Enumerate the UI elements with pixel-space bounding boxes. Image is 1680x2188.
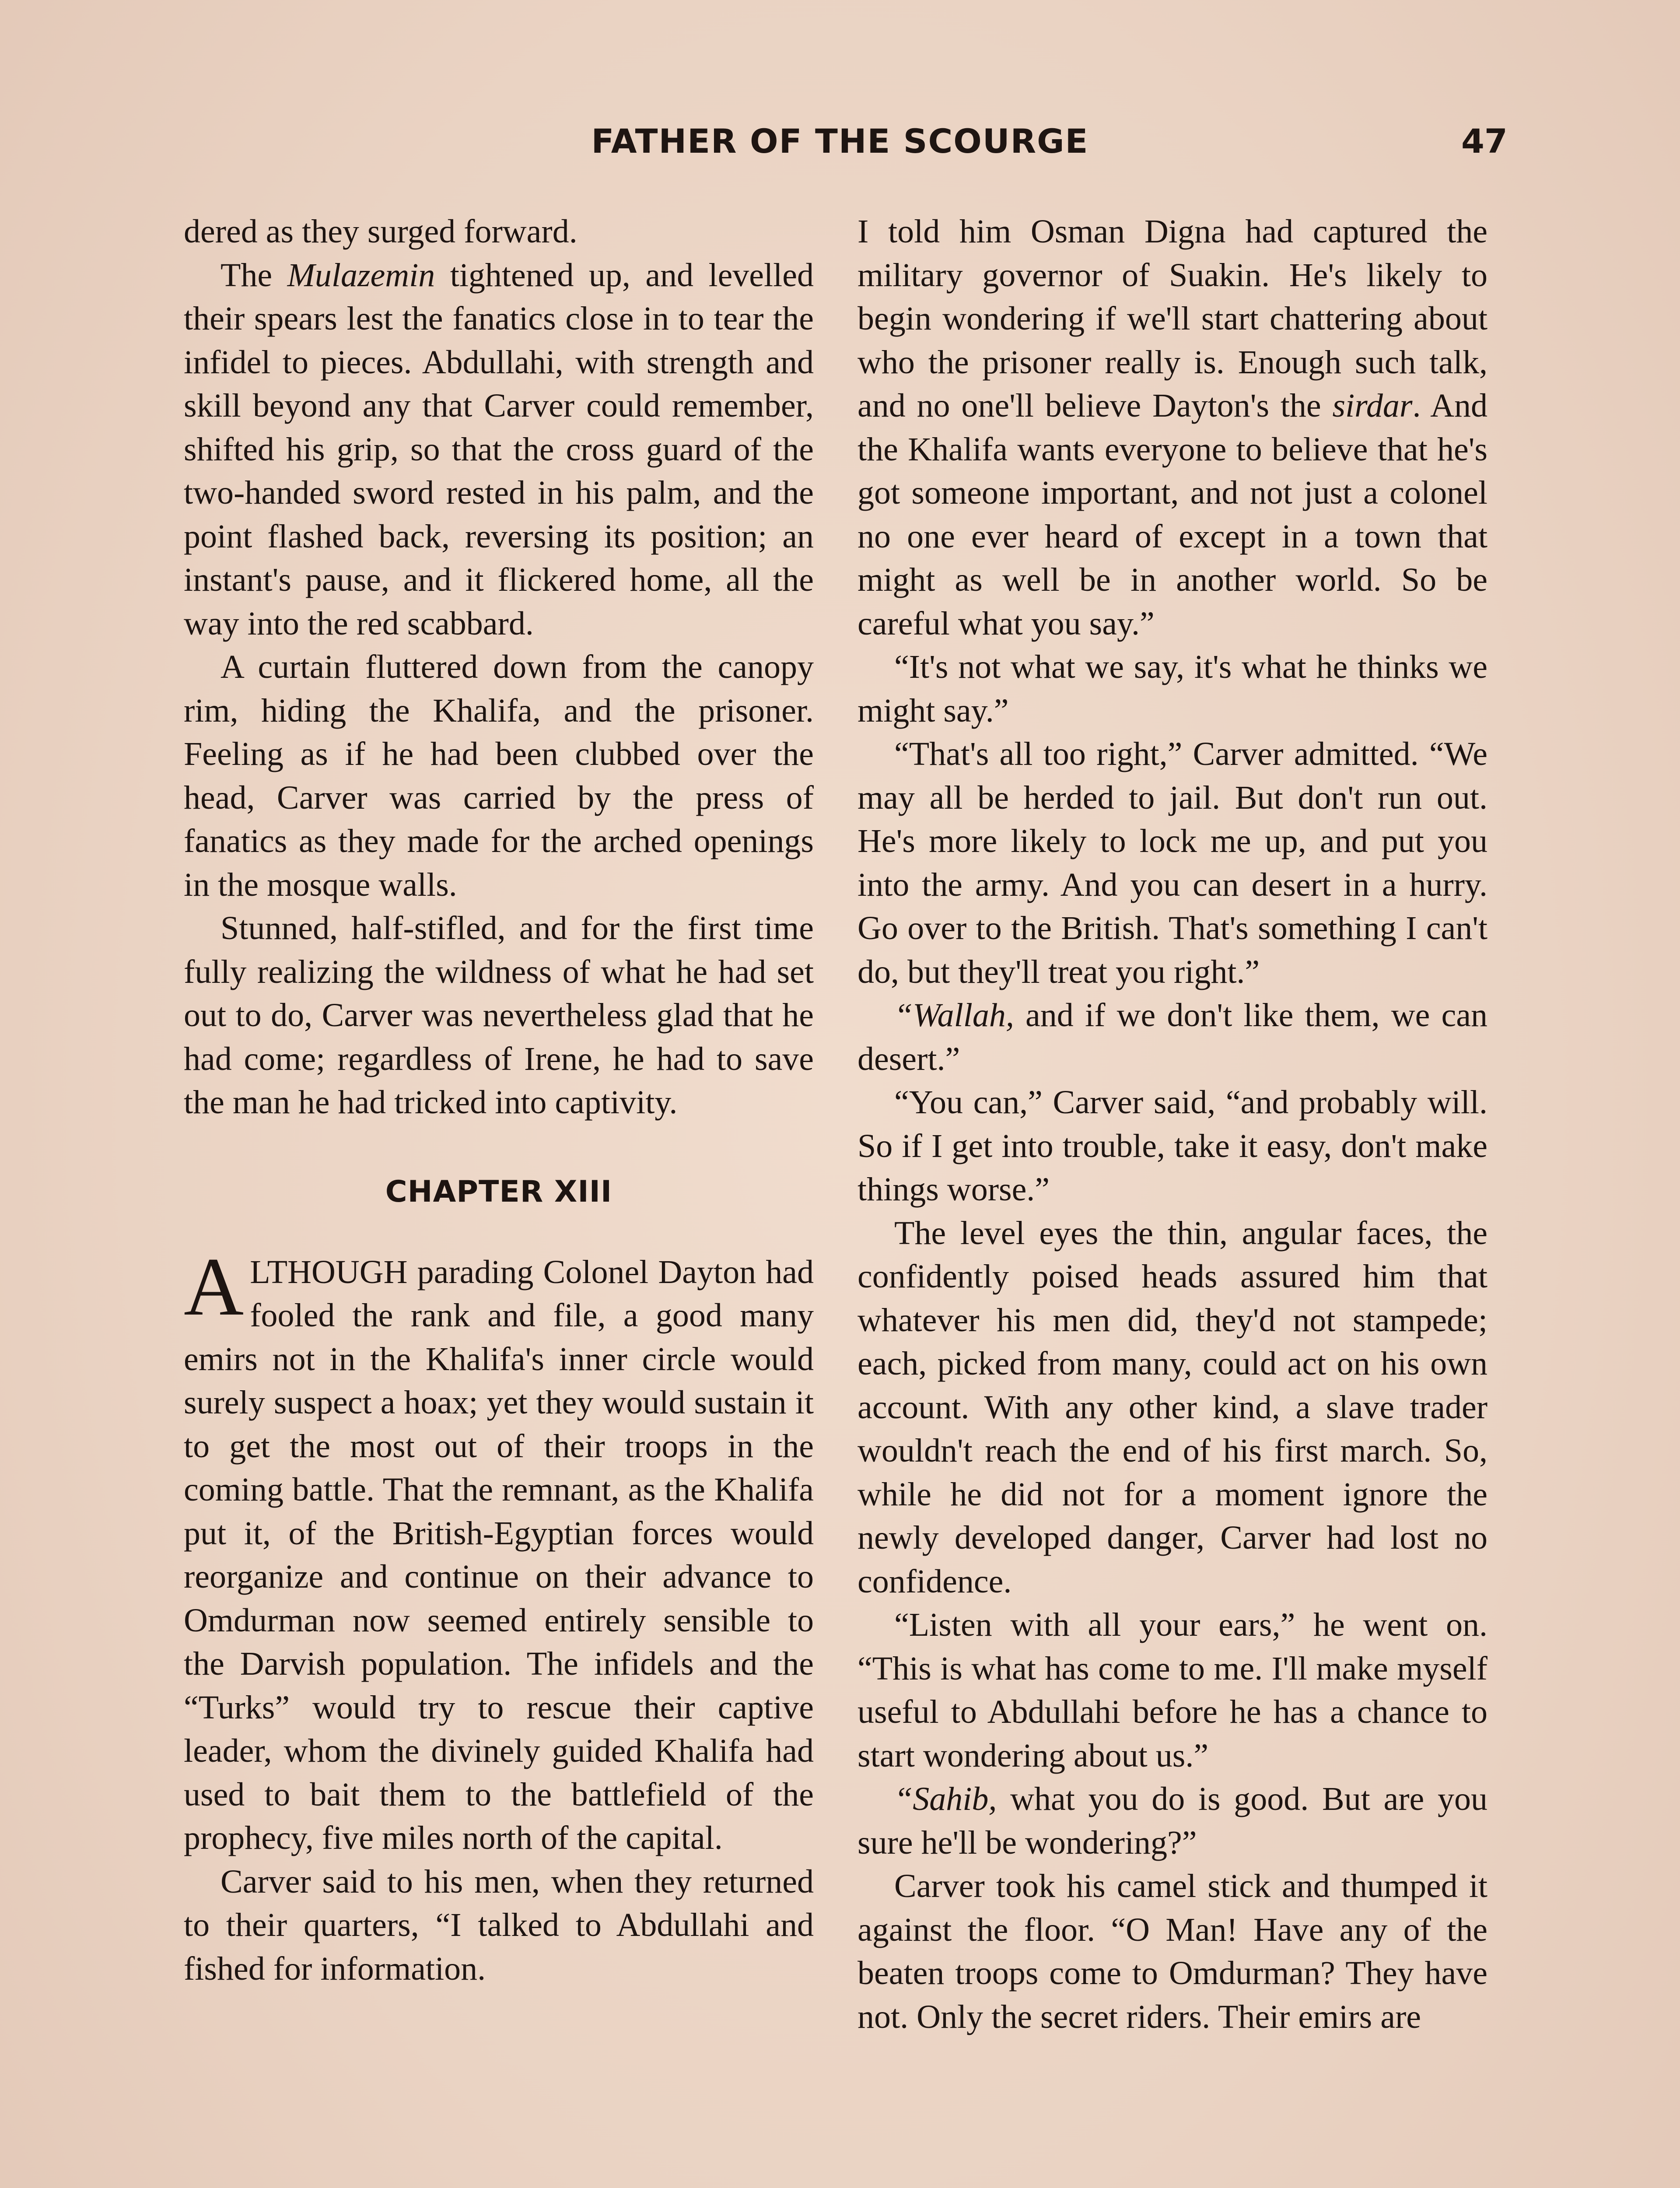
paragraph: “That's all too right,” Carver admitted. “We may all be herded to jail. But don't run out. He's more likely to lock me up, and put you into the army. And you can desert in a hurry. Go over to the British. That's something I can't do, but they'll treat you right.” (858, 736, 1488, 990)
paragraph (858, 994, 1488, 1081)
small-caps-word: LTHOUGH (250, 1253, 408, 1290)
paragraph: dered as they surged forward. (184, 213, 578, 250)
chapter-heading: CHAPTER XIII (385, 1174, 612, 1209)
left-column (184, 210, 814, 1991)
italic-term: “Wallah, (894, 997, 1014, 1034)
paragraph (858, 210, 1488, 645)
right-column (858, 210, 1488, 2039)
text-run: The (220, 256, 287, 294)
running-title: FATHER OF THE SCOURGE (591, 122, 1089, 161)
text-run: and if we don't like them, we can desert.” (858, 997, 1488, 1077)
page-number: 47 (1461, 122, 1508, 161)
text-run: what you do is good. But are you sure he'll be wondering?” (858, 1781, 1488, 1861)
paragraph: Carver said to his men, when they returned to their quarters, “I talked to Abdullahi and fished for information. (184, 1863, 814, 1987)
drop-cap: A (184, 1241, 244, 1333)
text-run: tightened up, and levelled their spears lest the fanatics close in to tear the infidel to pieces. Abdullahi, with strength and skill beyond any that Carver could remember, shifted his grip, so that the cross guard of the two-handed sword rested in his palm, and the point flashed back, reversing its position; an instant's pause, and it flickered home, all the way into the red scabbard. (184, 256, 814, 642)
italic-term: “Sahib, (894, 1781, 997, 1817)
paragraph: A curtain fluttered down from the canopy rim, hiding the Khalifa, and the prisoner. Feeling as if he had been clubbed over the head, Carver was carried by the press of fanatics as they made for the arched openings in the mosque walls. (184, 649, 814, 903)
paragraph (858, 1778, 1488, 1865)
paragraph: “You can,” Carver said, “and probably will. So if I get into trouble, take it easy, don't make things worse.” (858, 1084, 1488, 1208)
paragraph: Carver took his camel stick and thumped it against the floor. “O Man! Have any of the beaten troops come to Omdurman? They have not. Only the secret riders. Their emirs are (858, 1868, 1488, 2035)
chapter-opening-paragraph (184, 1241, 814, 1860)
text-run: parading Colonel Dayton had fooled the rank and file, a good many emirs not in the Khalifa's inner circle would surely suspect a hoax; yet they would sustain it to get the most out of their troops in the coming battle. That the remnant, as the Khalifa put it, of the British-Egyptian forces would reorganize and continue on their advance to Omdurman now seemed entirely sensible to the Darvish population. The infidels and the “Turks” would try to rescue their captive leader, whom the divinely guided Khalifa had used to bait them to the battlefield of the prophecy, five miles north of the capital. (184, 1253, 814, 1856)
running-head (0, 122, 1680, 174)
italic-term: Mulazemin (287, 256, 435, 294)
paragraph (184, 254, 814, 646)
paragraph: “It's not what we say, it's what he thinks we might say.” (858, 649, 1488, 729)
paragraph: The level eyes the thin, angular faces, the confidently poised heads assured him that whatever his men did, they'd not stampede; each, picked from many, could act on his own account. With any other kind, a slave trader wouldn't reach the end of his first march. So, while he did not for a moment ignore the newly developed danger, Carver had lost no confidence. (858, 1214, 1488, 1600)
paragraph: “Listen with all your ears,” he went on. “This is what has come to me. I'll make myself useful to Abdullahi before he has a chance to start wondering about us.” (858, 1606, 1488, 1774)
paragraph: Stunned, half-stifled, and for the first time fully realizing the wildness of what he had set out to do, Carver was nevertheless glad that he had come; regardless of Irene, he had to save the man he had tricked into captivity. (184, 910, 814, 1121)
text-run: . And the Khalifa wants everyone to believe that he's got someone important, and not just a colonel no one ever heard of except in a town that might as well be in another world. So be careful what you say.” (858, 387, 1488, 642)
text-run: I told him Osman Digna had captured the military governor of Suakin. He's likely to begin wondering if we'll start chattering about who the prisoner really is. Enough such talk, and no one'll believe Dayton's the (858, 213, 1488, 424)
italic-term: sirdar (1332, 387, 1413, 424)
